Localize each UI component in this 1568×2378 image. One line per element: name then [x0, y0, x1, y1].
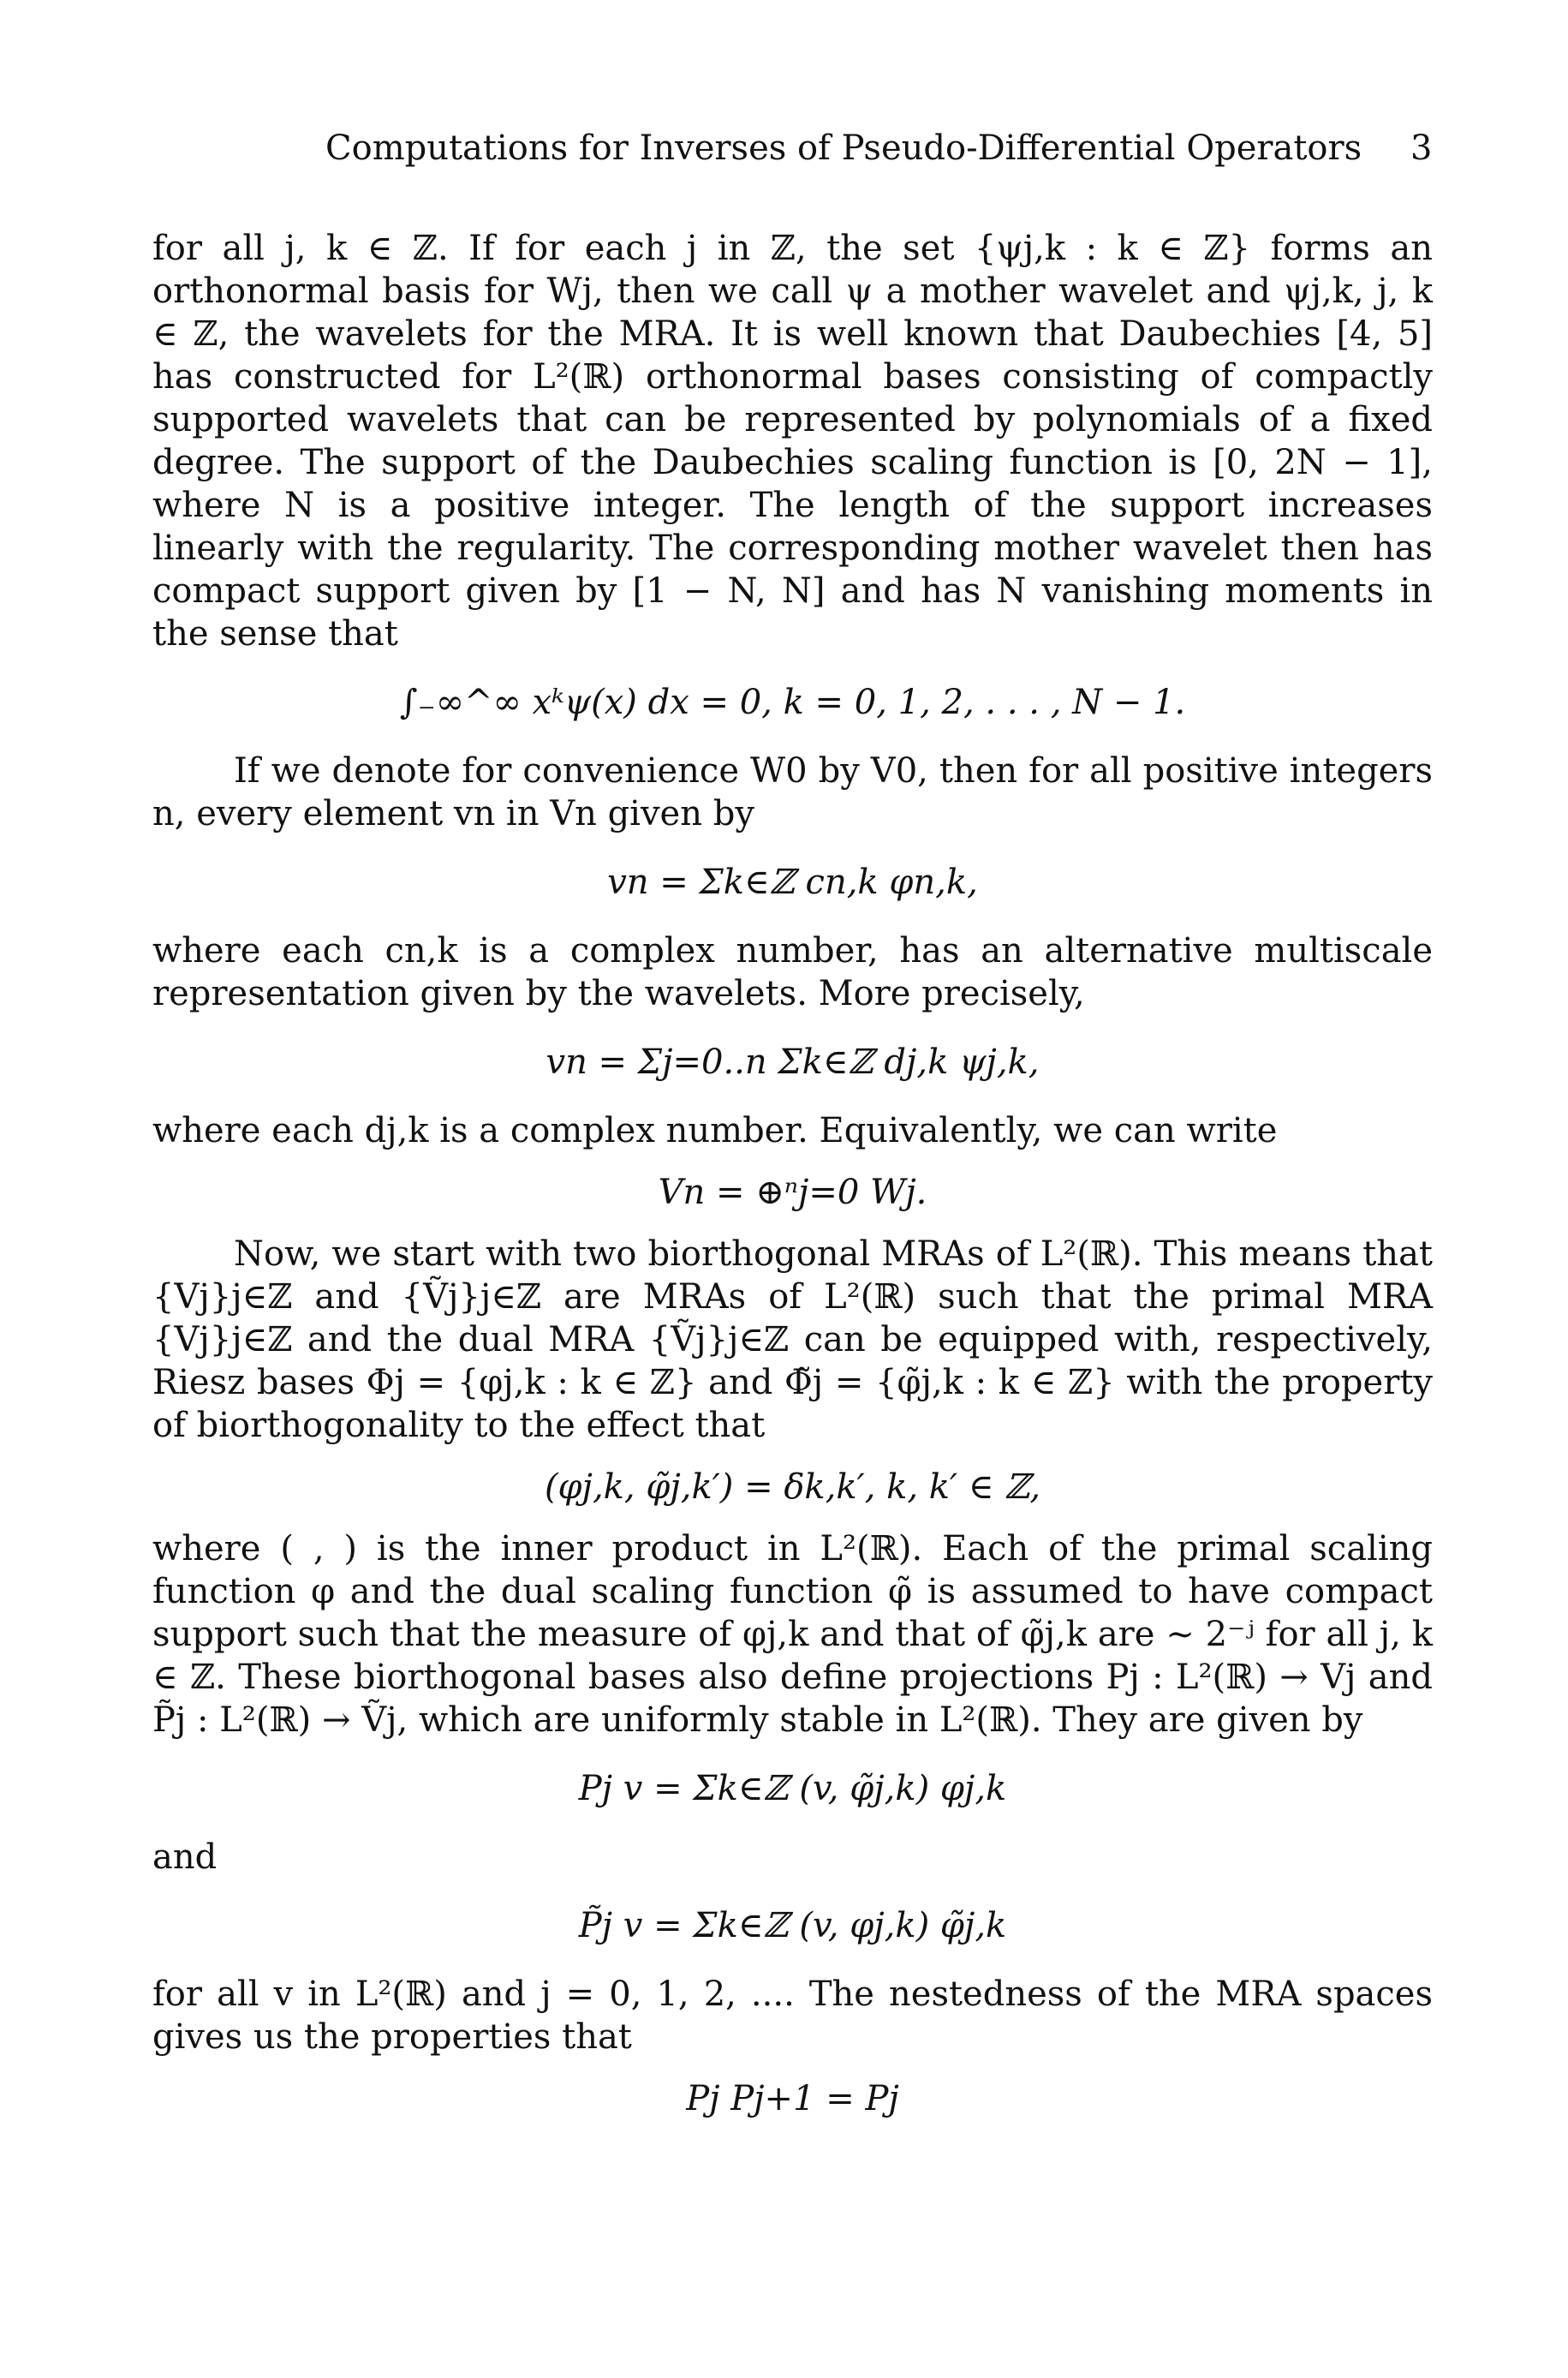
running-header: Computations for Inverses of Pseudo-Differential Operators — [325, 128, 1362, 168]
equation-vanishing-moments: ∫₋∞^∞ xᵏψ(x) dx = 0, k = 0, 1, 2, . . . , N − 1. — [399, 683, 1186, 722]
equation-vn-scaling-expansion: vn = Σk∈ℤ cn,k φn,k, — [607, 863, 978, 902]
paragraph-mra-wavelets: for all j, k ∈ ℤ. If for each j in ℤ, the set {ψj,k : k ∈ ℤ} forms an orthonormal basis for Wj, then we call ψ a mother wavelet and ψj,k, j, k ∈ ℤ, the wavelets for the MRA. It is well known that Daubechies [4, 5] has constructed for L²(ℝ) orthonormal bases consisting of compactly supported wavelets that can be represented by polynomials of a fixed degree. The support of the Daubechies scaling function is [0, 2N − 1], where N is a positive integer. The length of the support increases linearly with the regularity. The corresponding mother wavelet then has compact support given by [1 − N, N] and has N vanishing moments in the sense that — [152, 229, 1433, 654]
paragraph-complex-cnk: where each cn,k is a complex number, has an alternative multiscale representation given by the wavelets. More precisely, — [152, 931, 1433, 1013]
equation-primal-projection: Pj v = Σk∈ℤ (v, φ̃j,k) φj,k — [578, 1769, 1007, 1808]
equation-projection-property: Pj Pj+1 = Pj — [686, 2079, 899, 2118]
paragraph-multiscale-intro: If we denote for convenience W0 by V0, then for all positive integers n, every element vn in Vn given by — [152, 751, 1433, 833]
paragraph-complex-djk: where each dj,k is a complex number. Equivalently, we can write — [152, 1111, 1278, 1150]
equation-dual-projection: P̃j v = Σk∈ℤ (v, φj,k) φ̃j,k — [578, 1906, 1007, 1945]
page-number: 3 — [1410, 128, 1433, 168]
equation-vn-wavelet-expansion: vn = Σj=0..n Σk∈ℤ dj,k ψj,k, — [546, 1043, 1040, 1082]
body-text — [152, 227, 1433, 2139]
equation-biorthogonality: (φj,k, φ̃j,k′) = δk,k′, k, k′ ∈ ℤ, — [544, 1467, 1041, 1507]
equation-direct-sum: Vn = ⊕ⁿj=0 Wj. — [658, 1173, 927, 1212]
paragraph-and: and — [152, 1837, 218, 1877]
paragraph-nestedness: for all v in L²(ℝ) and j = 0, 1, 2, .... The nestedness of the MRA spaces gives us the properties that — [152, 1975, 1433, 2057]
paragraph-inner-product-projections: where ( , ) is the inner product in L²(ℝ). Each of the primal scaling function φ and the dual scaling function φ̃ is assumed to have compact support such that the measure of φj,k and that of φ̃j,k are ∼ 2⁻ʲ for all j, k ∈ ℤ. These biorthogonal bases also define projections Pj : L²(ℝ) → Vj and P̃j : L²(ℝ) → Ṽj, which are uniformly stable in L²(ℝ). They are given by — [152, 1529, 1433, 1740]
paragraph-biorthogonal-mras: Now, we start with two biorthogonal MRAs of L²(ℝ). This means that {Vj}j∈ℤ and {Ṽj}j∈ℤ are MRAs of L²(ℝ) such that the primal MRA {Vj}j∈ℤ and the dual MRA {Ṽj}j∈ℤ can be equipped with, respectively, Riesz bases Φj = {φj,k : k ∈ ℤ} and Φ̃j = {φ̃j,k : k ∈ ℤ} with the property of biorthogonality to the effect that — [152, 1234, 1433, 1445]
